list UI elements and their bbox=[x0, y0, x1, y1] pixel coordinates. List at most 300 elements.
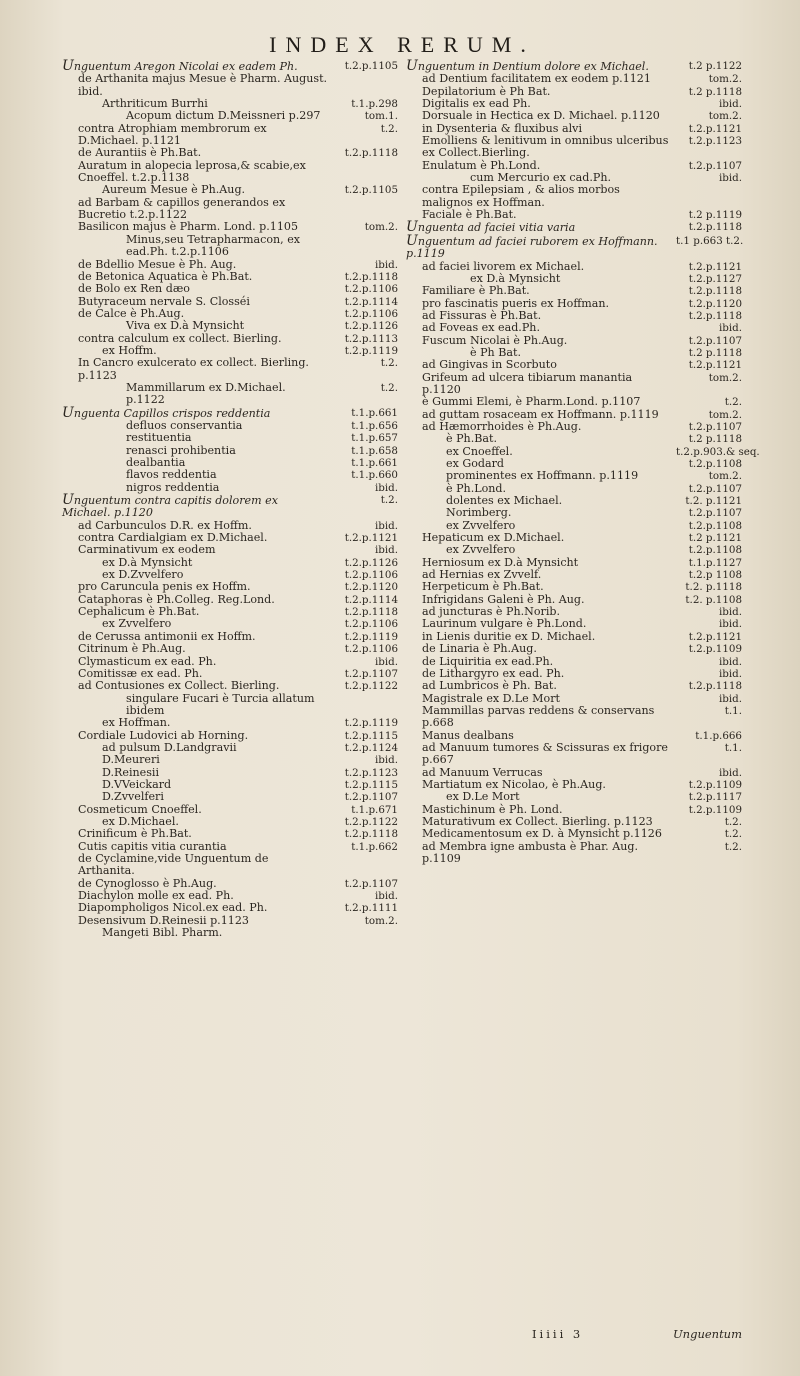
index-entry bbox=[406, 60, 742, 73]
entry-text: ad Manuum Verrucas bbox=[422, 765, 543, 779]
entry-text: ad Carbunculos D.R. ex Hoffm. bbox=[78, 518, 252, 532]
entry-text: de Bolo ex Ren dæo bbox=[78, 282, 190, 296]
index-entry bbox=[406, 261, 742, 273]
entry-text: in Dysenteria & fluxibus alvi bbox=[422, 121, 582, 135]
entry-text: Cataphoras è Ph.Colleg. Reg.Lond. bbox=[78, 592, 275, 606]
entry-reference: t.2.p.1122 bbox=[344, 815, 398, 828]
entry-text: pro Caruncula penis ex Hoffm. bbox=[78, 580, 251, 594]
index-entry bbox=[406, 396, 742, 408]
entry-text: ad Hernias ex Zvvelf. bbox=[422, 568, 542, 582]
entry-text: Familiare è Ph.Bat. bbox=[422, 284, 530, 298]
entry-reference: t.2.p.1108 bbox=[688, 544, 742, 557]
index-entry bbox=[62, 259, 398, 271]
entry-reference: t.2.p.1119 bbox=[344, 630, 398, 643]
entry-reference: ibid. bbox=[718, 692, 742, 705]
index-entry bbox=[62, 160, 398, 185]
entry-text: de Betonica Aquatica è Ph.Bat. bbox=[78, 269, 253, 283]
entry-text: Unguenta ad faciei vitia varia bbox=[406, 219, 576, 236]
entry-reference: t.2. bbox=[724, 840, 742, 853]
entry-text: ex Zvvelfero bbox=[446, 518, 516, 532]
entry-text: flavos reddentia bbox=[126, 468, 217, 482]
entry-text: Cordiale Ludovici ab Horning. bbox=[78, 728, 249, 742]
entry-text: contra Epilepsiam , & alios morbos malignos ex Hoffman. bbox=[422, 183, 620, 209]
entry-reference: t.1.p.298 bbox=[351, 98, 398, 111]
entry-reference: t.1.p.1127 bbox=[688, 556, 742, 569]
index-entry bbox=[62, 902, 398, 914]
entry-text: Faciale è Ph.Bat. bbox=[422, 208, 517, 222]
entry-text: Hepaticum ex D.Michael. bbox=[422, 531, 565, 545]
entry-reference: t.2.p.903.& seq. bbox=[676, 445, 760, 458]
entry-text: ad Fissuras è Ph.Bat. bbox=[422, 308, 542, 322]
entry-reference: t.2. p.1121 bbox=[685, 495, 742, 508]
catchword: Unguentum bbox=[672, 1327, 742, 1341]
entry-text: de Bdellio Mesue è Ph. Aug. bbox=[78, 257, 237, 271]
entry-text: Mammillas parvas reddens & conservans p.668 bbox=[422, 703, 655, 730]
entry-reference: ibid. bbox=[718, 98, 742, 111]
entry-reference: t.2.p.1119 bbox=[344, 717, 398, 730]
index-entry bbox=[62, 234, 398, 259]
entry-text: ex Zvvelfero bbox=[446, 543, 516, 557]
index-entry bbox=[406, 335, 742, 347]
page-title: INDEX RERUM. bbox=[269, 32, 535, 57]
entry-reference: tom.2. bbox=[364, 221, 398, 234]
index-entry bbox=[406, 221, 742, 234]
entry-reference: t.2.p.1123 bbox=[688, 135, 742, 148]
entry-reference: t.2.p.1109 bbox=[688, 803, 742, 816]
entry-text: de Cerussa antimonii ex Hoffm. bbox=[78, 629, 256, 643]
entry-reference: tom.1. bbox=[364, 110, 398, 123]
entry-text: de Lithargyro ex ead. Ph. bbox=[422, 666, 565, 680]
entry-text: Mammillarum ex D.Michael. p.1122 bbox=[126, 380, 286, 407]
entry-reference: t.2 p.1118 bbox=[688, 433, 742, 446]
entry-reference: t.2.p.1115 bbox=[344, 778, 398, 791]
entry-text: Arthriticum Burrhi bbox=[102, 97, 208, 111]
entry-text: Digitalis ex ead Ph. bbox=[422, 97, 531, 111]
entry-text: prominentes ex Hoffmann. p.1119 bbox=[446, 469, 639, 483]
index-entry bbox=[62, 680, 398, 692]
entry-reference: t.1.p.660 bbox=[351, 469, 398, 482]
entry-text: ex D.Le Mort bbox=[446, 790, 520, 804]
entry-reference: ibid. bbox=[718, 322, 742, 335]
entry-reference: ibid. bbox=[718, 655, 742, 668]
entry-text: è Ph.Lond. bbox=[446, 481, 507, 495]
entry-text: in Lienis duritie ex D. Michael. bbox=[422, 629, 596, 643]
entry-text: Depilatorium è Ph Bat. bbox=[422, 84, 551, 98]
entry-reference: ibid. bbox=[374, 754, 398, 767]
entry-reference: t.2.p.1106 bbox=[344, 569, 398, 582]
index-entry bbox=[62, 656, 398, 668]
index-entry bbox=[406, 544, 742, 556]
entry-reference: t.1.p.657 bbox=[351, 432, 398, 445]
entry-text: Grifeum ad ulcera tibiarum manantia p.1120 bbox=[422, 370, 633, 396]
entry-text: ex Zvvelfero bbox=[102, 617, 172, 631]
entry-text: de Calce è Ph.Aug. bbox=[78, 306, 185, 320]
entry-text: de Liquiritia ex ead.Ph. bbox=[422, 654, 554, 668]
entry-reference: ibid. bbox=[718, 618, 742, 631]
entry-text: ex Hoffman. bbox=[102, 716, 171, 730]
entry-text: cum Mercurio ex cad.Ph. bbox=[470, 171, 611, 185]
entry-text: ad Membra igne ambusta è Phar. Aug. p.1109 bbox=[422, 839, 639, 865]
index-entry bbox=[406, 322, 742, 334]
index-entry bbox=[62, 123, 398, 148]
entry-reference: t.2 p.1121 bbox=[688, 532, 742, 545]
entry-text: ad Foveas ex ead.Ph. bbox=[422, 321, 540, 335]
index-entry bbox=[406, 184, 742, 209]
entry-reference: t.2.p.1126 bbox=[344, 556, 398, 569]
index-entry bbox=[62, 482, 398, 494]
entry-text: de Linaria è Ph.Aug. bbox=[422, 642, 537, 656]
entry-text: contra calculum ex collect. Bierling. bbox=[78, 331, 282, 345]
entry-reference: t.2.p.1106 bbox=[344, 643, 398, 656]
entry-reference: t.2.p.1118 bbox=[688, 680, 742, 693]
index-columns bbox=[62, 58, 760, 940]
entry-text: de Cyclamine,vide Unguentum de Arthanita. bbox=[78, 852, 269, 878]
entry-reference: t.2 p.1122 bbox=[688, 60, 742, 72]
entry-text: Cutis capitis vitia curantia bbox=[78, 839, 227, 853]
entry-text: Unguentum ad faciei ruborem ex Hoffmann. p.1119 bbox=[406, 232, 658, 261]
index-entry bbox=[406, 135, 742, 160]
index-entry bbox=[62, 404, 398, 421]
entry-text: Norimberg. bbox=[446, 506, 512, 520]
index-entry bbox=[62, 445, 398, 457]
entry-reference: t.2.p.1106 bbox=[344, 307, 398, 320]
entry-reference: t.2.p.1113 bbox=[344, 332, 398, 345]
entry-reference: t.1.p.666 bbox=[695, 729, 742, 742]
entry-reference: t.2.p.1108 bbox=[688, 519, 742, 532]
entry-text: ex D.à Mynsicht bbox=[102, 555, 193, 569]
index-entry bbox=[62, 618, 398, 630]
entry-text: Acopum dictum D.Meissneri p.297 bbox=[126, 109, 321, 123]
entry-reference: t.2. bbox=[380, 494, 398, 507]
entry-reference: ibid. bbox=[374, 481, 398, 494]
entry-text: de Arthanita majus Mesue è Pharm. August. ibid. bbox=[78, 72, 328, 98]
index-entry bbox=[62, 494, 398, 520]
entry-reference: tom.2. bbox=[708, 110, 742, 123]
index-entry bbox=[62, 60, 398, 73]
entry-text: D.Reinesii bbox=[102, 765, 159, 779]
entry-reference: t.2.p.1107 bbox=[344, 667, 398, 680]
entry-text: è Gummi Elemi, è Pharm.Lond. p.1107 bbox=[422, 395, 641, 409]
entry-text: è Ph.Bat. bbox=[446, 432, 497, 446]
index-entry bbox=[406, 705, 742, 730]
entry-text: contra Atrophiam membrorum ex D.Michael. p.1121 bbox=[78, 121, 267, 148]
index-entry bbox=[406, 828, 742, 840]
right-column bbox=[406, 58, 760, 939]
entry-reference: t.2. p.1108 bbox=[685, 593, 742, 606]
entry-text: In Cancro exulcerato ex collect. Bierling. p.1123 bbox=[78, 356, 309, 382]
index-entry bbox=[62, 197, 398, 222]
entry-text: Unguentum in Dentium dolore ex Michael. bbox=[406, 58, 649, 74]
entry-reference: tom.2. bbox=[708, 371, 742, 384]
entry-text: ad Contusiones ex Collect. Bierling. bbox=[78, 679, 280, 693]
entry-reference: ibid. bbox=[374, 890, 398, 903]
entry-reference: t.2.p.1114 bbox=[344, 593, 398, 606]
page-footer bbox=[62, 1327, 742, 1343]
index-entry bbox=[62, 73, 398, 98]
entry-text: Desensivum D.Reinesii p.1123 bbox=[78, 913, 249, 927]
entry-text: Manus dealbans bbox=[422, 728, 514, 742]
entry-reference: t.2.p.1121 bbox=[688, 260, 742, 273]
entry-reference: ibid. bbox=[718, 667, 742, 680]
index-entry bbox=[406, 359, 742, 371]
index-entry bbox=[62, 717, 398, 729]
entry-reference: t.2.p.1107 bbox=[344, 791, 398, 804]
entry-reference: t.2 p.1118 bbox=[688, 85, 742, 98]
entry-text: nigros reddentia bbox=[126, 480, 220, 494]
entry-reference: ibid. bbox=[374, 544, 398, 557]
index-entry bbox=[406, 791, 742, 803]
index-entry bbox=[406, 656, 742, 668]
entry-text: Herniosum ex D.à Mynsicht bbox=[422, 555, 579, 569]
index-entry bbox=[62, 221, 398, 233]
entry-text: ad juncturas è Ph.Norib. bbox=[422, 605, 561, 619]
entry-text: Auratum in alopecia leprosa,& scabie,ex Cnoeffel. t.2.p.1138 bbox=[78, 158, 306, 185]
entry-reference: t.2 p.1119 bbox=[688, 209, 742, 222]
entry-reference: t.2.p 1108 bbox=[688, 569, 742, 582]
index-entry bbox=[62, 283, 398, 295]
entry-text: dolentes ex Michael. bbox=[446, 494, 563, 508]
entry-reference: tom.2. bbox=[364, 914, 398, 927]
entry-text: ad pulsum D.Landgravii bbox=[102, 740, 237, 754]
entry-reference: t.2.p.1106 bbox=[344, 283, 398, 296]
entry-reference: t.2.p.1118 bbox=[344, 147, 398, 160]
left-column bbox=[62, 60, 398, 939]
index-entry bbox=[406, 742, 742, 767]
index-entry bbox=[62, 147, 398, 159]
entry-reference: tom.2. bbox=[708, 73, 742, 86]
entry-reference: t.2. bbox=[380, 381, 398, 394]
index-entry bbox=[62, 420, 398, 432]
index-entry bbox=[62, 544, 398, 556]
entry-text: Dorsuale in Hectica ex D. Michael. p.1120 bbox=[422, 109, 660, 123]
entry-reference: t.2.p.1107 bbox=[688, 420, 742, 433]
entry-text: Unguenta Capillos crispos reddentia bbox=[62, 404, 271, 421]
entry-reference: ibid. bbox=[374, 519, 398, 532]
entry-text: D.Meureri bbox=[102, 753, 160, 767]
entry-text: ex Cnoeffel. bbox=[446, 444, 513, 458]
index-entry bbox=[406, 110, 742, 122]
entry-text: Basilicon majus è Pharm. Lond. p.1105 bbox=[78, 220, 299, 234]
index-entry bbox=[406, 618, 742, 630]
entry-reference: t.2.p.1118 bbox=[344, 606, 398, 619]
entry-reference: t.2.p.1121 bbox=[688, 630, 742, 643]
entry-reference: t.1.p.661 bbox=[351, 457, 398, 469]
entry-reference: t.1.p.656 bbox=[351, 419, 398, 432]
entry-reference: t.2.p.1107 bbox=[688, 507, 742, 520]
entry-reference: t.2.p.1107 bbox=[688, 159, 742, 172]
entry-text: Martiatum ex Nicolao, è Ph.Aug. bbox=[422, 777, 606, 791]
index-entry bbox=[406, 232, 744, 261]
entry-text: de Aurantiis è Ph.Bat. bbox=[78, 146, 202, 160]
index-entry bbox=[406, 372, 742, 397]
entry-text: Infrigidans Galeni è Ph. Aug. bbox=[422, 592, 585, 606]
entry-text: singulare Fucari è Turcia allatum ibidem bbox=[126, 691, 315, 717]
entry-reference: ibid. bbox=[718, 606, 742, 619]
entry-text: Magistrale ex D.Le Mort bbox=[422, 691, 560, 705]
entry-text: ad Barbam & capillos generandos ex Bucretio t.2.p.1122 bbox=[78, 195, 286, 222]
entry-reference: t.2.p.1114 bbox=[344, 295, 398, 308]
entry-text: restituentia bbox=[126, 431, 192, 445]
entry-text: pro fascinatis pueris ex Hoffman. bbox=[422, 296, 610, 310]
entry-text: ex D.Michael. bbox=[102, 814, 179, 828]
entry-text: Butyraceum nervale S. Closséi bbox=[78, 294, 250, 308]
index-entry bbox=[406, 581, 742, 593]
entry-reference: t.2.p.1118 bbox=[344, 828, 398, 841]
entry-reference: t.2.p.1108 bbox=[688, 458, 742, 470]
entry-text: Unguentum Aregon Nicolai ex eadem Ph. bbox=[62, 58, 298, 74]
entry-reference: t.1.p.662 bbox=[351, 840, 398, 853]
entry-reference: t.2.p.1105 bbox=[344, 184, 398, 197]
entry-reference: t.2.p.1121 bbox=[344, 532, 398, 545]
index-entry bbox=[62, 457, 398, 469]
entry-text: ad Hæmorrhoides è Ph.Aug. bbox=[422, 419, 582, 433]
entry-reference: t.2.p.1118 bbox=[688, 221, 742, 234]
entry-text: defluos conservantia bbox=[126, 418, 243, 432]
index-entry bbox=[406, 285, 742, 297]
index-entry bbox=[406, 643, 742, 655]
entry-reference: t.2.p.1109 bbox=[688, 778, 742, 791]
entry-text: Carminativum ex eodem bbox=[78, 543, 216, 557]
entry-reference: t.2.p.1118 bbox=[344, 270, 398, 283]
index-entry bbox=[406, 680, 742, 692]
index-entry bbox=[406, 209, 742, 221]
entry-text: de Cynoglosso è Ph.Aug. bbox=[78, 876, 217, 890]
signature-mark: Iiiii 3 bbox=[532, 1327, 584, 1341]
entry-reference: t.2. bbox=[724, 815, 742, 828]
index-entry bbox=[406, 841, 742, 866]
entry-text: ex Hoffm. bbox=[102, 343, 157, 357]
entry-text: contra Cardialgiam ex D.Michael. bbox=[78, 531, 268, 545]
entry-text: Minus,seu Tetrapharmacon, ex ead.Ph. t.2.p.1106 bbox=[126, 232, 301, 259]
entry-reference: t.2.p.1123 bbox=[344, 766, 398, 779]
entry-reference: t.2. bbox=[380, 357, 398, 370]
index-entry bbox=[406, 507, 742, 519]
entry-reference: t.2.p.1106 bbox=[344, 618, 398, 631]
entry-text: renasci prohibentia bbox=[126, 443, 236, 457]
index-entry bbox=[406, 73, 742, 85]
entry-text: Unguentum contra capitis dolorem ex Michael. p.1120 bbox=[62, 492, 278, 520]
entry-text: Fuscum Nicolai è Ph.Aug. bbox=[422, 333, 568, 347]
entry-reference: t.2.p.1117 bbox=[688, 791, 742, 804]
index-entry bbox=[62, 184, 398, 196]
entry-reference: tom.2. bbox=[708, 470, 742, 483]
entry-text: Diapompholigos Nicol.ex ead. Ph. bbox=[78, 901, 268, 915]
entry-text: Crinificum è Ph.Bat. bbox=[78, 827, 192, 841]
entry-text: ad Manuum tumores & Scissuras ex frigore p.667 bbox=[422, 740, 668, 767]
entry-reference: ibid. bbox=[374, 655, 398, 668]
entry-reference: t.1. bbox=[724, 704, 742, 717]
entry-reference: t.2. bbox=[380, 122, 398, 135]
entry-reference: t.2.p.1127 bbox=[688, 272, 742, 285]
index-entry bbox=[62, 853, 398, 878]
entry-reference: t.2.p.1126 bbox=[344, 320, 398, 333]
entry-text: ad Gingivas in Scorbuto bbox=[422, 358, 557, 372]
index-entry bbox=[62, 754, 398, 766]
entry-reference: t.2.p.1115 bbox=[344, 729, 398, 742]
entry-text: ad faciei livorem ex Michael. bbox=[422, 259, 585, 273]
entry-text: Aureum Mesue è Ph.Aug. bbox=[102, 183, 246, 197]
entry-reference: ibid. bbox=[718, 766, 742, 779]
index-entry bbox=[62, 828, 398, 840]
entry-text: Laurinum vulgare è Ph.Lond. bbox=[422, 617, 587, 631]
entry-reference: t.2.p.1111 bbox=[344, 902, 398, 915]
entry-text: D.Zvvelferi bbox=[102, 790, 164, 804]
entry-text: Cephalicum è Ph.Bat. bbox=[78, 605, 200, 619]
entry-reference: t.2.p.1118 bbox=[688, 309, 742, 322]
entry-text: Viva ex D.à Mynsicht bbox=[126, 319, 245, 333]
entry-text: Diachylon molle ex ead. Ph. bbox=[78, 889, 234, 903]
entry-reference: t.2.p.1118 bbox=[688, 285, 742, 298]
entry-reference: t.2.p.1107 bbox=[344, 877, 398, 890]
entry-text: D.VVeickard bbox=[102, 777, 172, 791]
entry-text: Emolliens & lenitivum in omnibus ulceribus ex Collect.Bierling. bbox=[422, 134, 669, 160]
index-entry bbox=[406, 433, 742, 445]
entry-text: Comitissæ ex ead. Ph. bbox=[78, 666, 203, 680]
entry-text: Clymasticum ex ead. Ph. bbox=[78, 654, 217, 668]
entry-text: ex D.Zvvelfero bbox=[102, 568, 184, 582]
entry-text: Medicamentosum ex D. à Mynsicht p.1126 bbox=[422, 827, 662, 841]
index-entry bbox=[406, 470, 742, 482]
index-entry bbox=[62, 927, 398, 939]
entry-reference: t.2.p.1122 bbox=[344, 680, 398, 693]
entry-reference: t.2.p.1120 bbox=[344, 581, 398, 594]
entry-text: ad guttam rosaceam ex Hoffmann. p.1119 bbox=[422, 407, 659, 421]
entry-text: è Ph Bat. bbox=[470, 345, 521, 359]
entry-reference: t.2.p.1124 bbox=[344, 741, 398, 754]
entry-reference: t.2.p.1107 bbox=[688, 334, 742, 347]
entry-reference: t.1.p.658 bbox=[351, 444, 398, 457]
index-entry bbox=[62, 432, 398, 444]
entry-reference: t.2.p.1105 bbox=[344, 60, 398, 72]
index-entry bbox=[62, 581, 398, 593]
entry-reference: t.1.p.671 bbox=[351, 803, 398, 816]
index-entry bbox=[62, 643, 398, 655]
index-entry bbox=[62, 110, 398, 122]
entry-reference: t.1.p.661 bbox=[351, 406, 398, 419]
entry-reference: t.2.p.1107 bbox=[688, 482, 742, 495]
entry-reference: t.1 p.663 t.2. bbox=[676, 234, 744, 247]
entry-reference: t.2.p.1121 bbox=[688, 122, 742, 135]
entry-text: Mastichinum è Ph. Lond. bbox=[422, 802, 563, 816]
entry-reference: ibid. bbox=[374, 258, 398, 271]
entry-reference: t.2.p.1121 bbox=[688, 359, 742, 372]
entry-reference: t.2.p.1119 bbox=[344, 344, 398, 357]
entry-text: ad Dentium facilitatem ex eodem p.1121 bbox=[422, 72, 651, 86]
entry-text: Maturativum ex Collect. Bierling. p.1123 bbox=[422, 814, 653, 828]
entry-reference: t.2. p.1118 bbox=[685, 581, 742, 594]
entry-reference: t.2. bbox=[724, 828, 742, 841]
entry-text: Enulatum è Ph.Lond. bbox=[422, 158, 541, 172]
entry-text: ad Lumbricos è Ph. Bat. bbox=[422, 679, 557, 693]
entry-text: Citrinum è Ph.Aug. bbox=[78, 642, 186, 656]
entry-text: ex Godard bbox=[446, 457, 505, 470]
index-entry bbox=[62, 469, 398, 481]
entry-reference: t.2 p.1118 bbox=[688, 346, 742, 359]
entry-reference: tom.2. bbox=[708, 408, 742, 421]
entry-reference: t.2.p.1109 bbox=[688, 643, 742, 656]
index-entry bbox=[62, 357, 398, 382]
entry-text: dealbantia bbox=[126, 456, 186, 469]
entry-text: ex D.à Mynsicht bbox=[470, 271, 561, 285]
index-entry bbox=[62, 791, 398, 803]
entry-text: Herpeticum è Ph.Bat. bbox=[422, 580, 544, 594]
entry-text: Cosmeticum Cnoeffel. bbox=[78, 802, 202, 816]
index-entry bbox=[62, 382, 398, 407]
index-entry bbox=[62, 320, 398, 332]
index-entry bbox=[62, 693, 398, 718]
entry-text: Mangeti Bibl. Pharm. bbox=[102, 926, 223, 940]
entry-reference: t.1. bbox=[724, 741, 742, 754]
